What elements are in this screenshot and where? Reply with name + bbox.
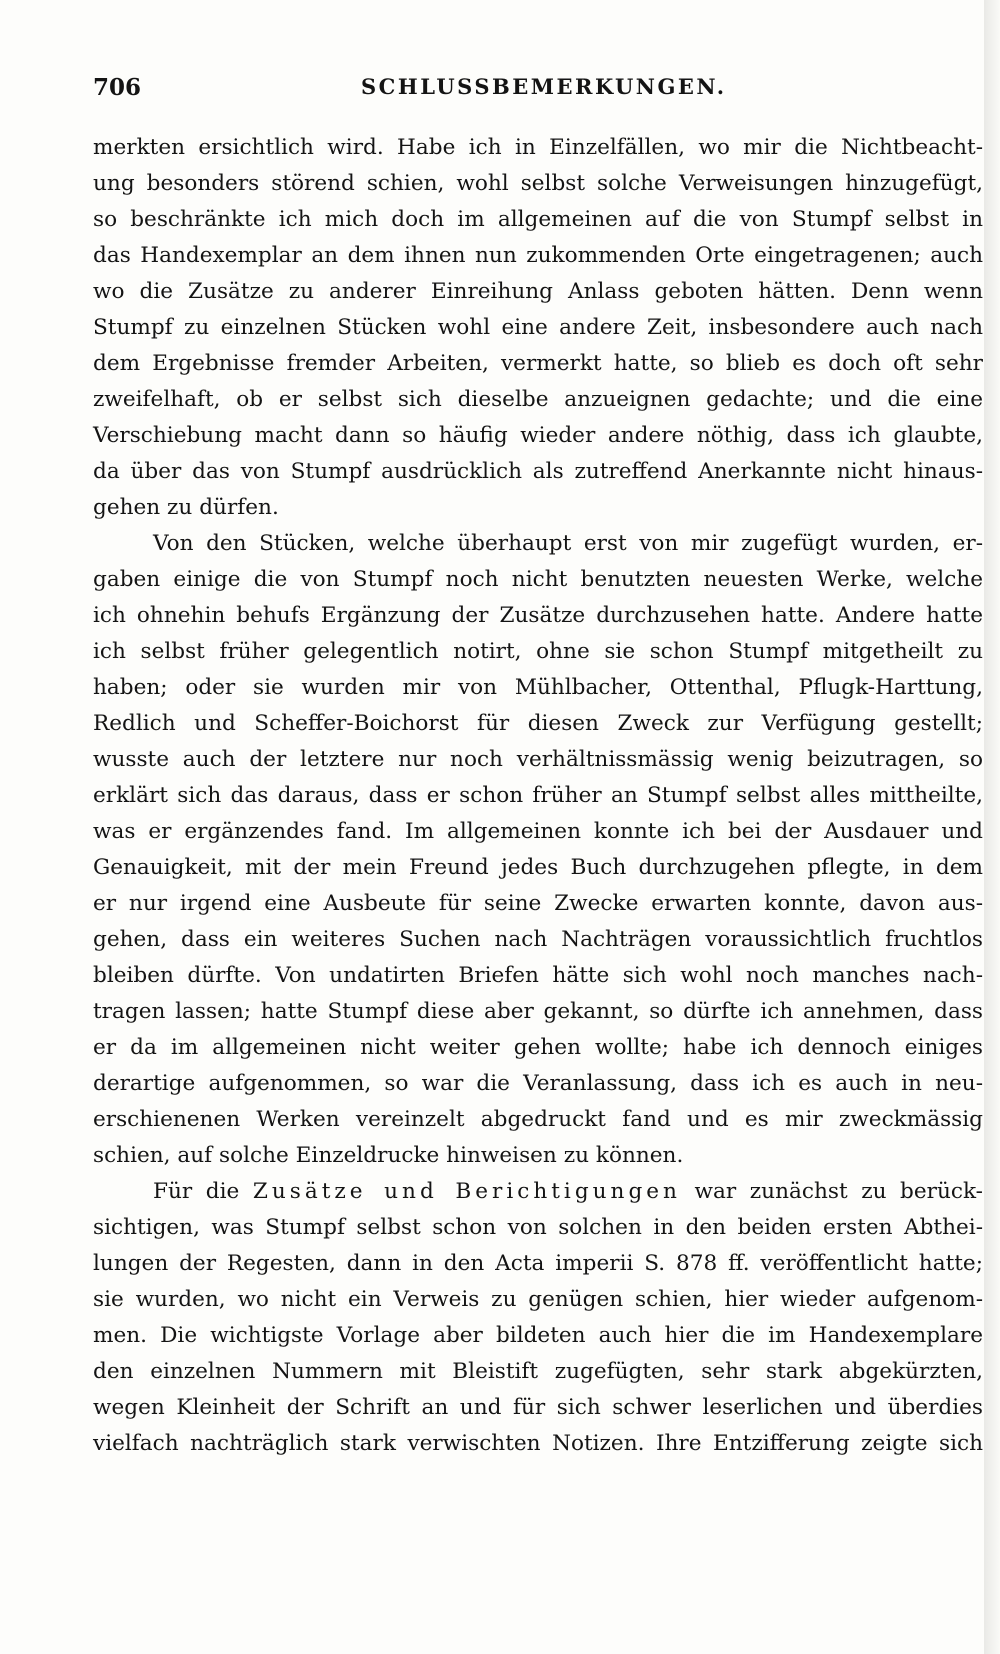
text-line: gehen, dass ein weiteres Suchen nach Nachträgen voraussichtlich fruchtlos [93, 927, 983, 952]
page-header [93, 74, 983, 114]
text-line: den einzelnen Nummern mit Bleistift zugefügten, sehr stark abgekürzten, [93, 1359, 983, 1384]
text-line: Verschiebung macht dann so häufig wieder andere nöthig, dass ich glaubte, [93, 423, 983, 448]
spaced-emphasis: Zusätze und Berichtigungen [252, 1179, 681, 1204]
body-text [93, 130, 983, 1462]
text-line: dem Ergebnisse fremder Arbeiten, vermerkt hatte, so blieb es doch oft sehr [93, 351, 983, 376]
text-line: gehen zu dürfen. [93, 495, 279, 520]
text-line: das Handexemplar an dem ihnen nun zukommenden Orte eingetragenen; auch [93, 243, 983, 268]
text-line: ich selbst früher gelegentlich notirt, ohne sie schon Stumpf mitgetheilt zu [93, 639, 983, 664]
text-line: ung besonders störend schien, wohl selbst solche Verweisungen hinzugefügt, [93, 171, 983, 196]
text-fragment: Für die [153, 1179, 253, 1204]
text-line: zweifelhaft, ob er selbst sich dieselbe anzueignen gedachte; und die eine [93, 387, 983, 412]
text-line: da über das von Stumpf ausdrücklich als zutreffend Anerkannte nicht hinaus- [93, 459, 983, 484]
text-line: erschienenen Werken vereinzelt abgedruckt fand und es mir zweckmässig [93, 1107, 983, 1132]
text-line: Redlich und Scheffer-Boichorst für diesen Zweck zur Verfügung gestellt; [93, 711, 983, 736]
text-line: vielfach nachträglich stark verwischten Notizen. Ihre Entzifferung zeigte sich [93, 1431, 983, 1456]
text-line: was er ergänzendes fand. Im allgemeinen konnte ich bei der Ausdauer und [93, 819, 983, 844]
text-line: er nur irgend eine Ausbeute für seine Zwecke erwarten konnte, davon aus- [93, 891, 983, 916]
paragraph-start-line: Von den Stücken, welche überhaupt erst von mir zugefügt wurden, er- [153, 531, 983, 556]
text-line: gaben einige die von Stumpf noch nicht benutzten neuesten Werke, welche [93, 567, 983, 592]
text-line: men. Die wichtigste Vorlage aber bildeten auch hier die im Handexemplare [93, 1323, 983, 1348]
paragraph-start-line [93, 1174, 983, 1210]
text-line: so beschränkte ich mich doch im allgemeinen auf die von Stumpf selbst in [93, 207, 983, 232]
text-line: wegen Kleinheit der Schrift an und für sich schwer leserlichen und überdies [93, 1395, 983, 1420]
text-line: sie wurden, wo nicht ein Verweis zu genügen schien, hier wieder aufgenom- [93, 1287, 983, 1312]
text-line: derartige aufgenommen, so war die Veranlassung, dass ich es auch in neu- [93, 1071, 983, 1096]
text-fragment: war zunächst zu berück- [680, 1179, 983, 1204]
text-line: sichtigen, was Stumpf selbst schon von solchen in den beiden ersten Abthei- [93, 1215, 983, 1240]
text-line: wusste auch der letztere nur noch verhältnissmässig wenig beizutragen, so [93, 747, 983, 772]
text-line: tragen lassen; hatte Stumpf diese aber gekannt, so dürfte ich annehmen, dass [93, 999, 983, 1024]
text-line: er da im allgemeinen nicht weiter gehen wollte; habe ich dennoch einiges [93, 1035, 983, 1060]
page-number: 706 [93, 74, 142, 101]
text-line: schien, auf solche Einzeldrucke hinweisen zu können. [93, 1143, 684, 1168]
text-line: bleiben dürfte. Von undatirten Briefen hätte sich wohl noch manches nach- [93, 963, 983, 988]
text-line: erklärt sich das daraus, dass er schon früher an Stumpf selbst alles mittheilte, [93, 783, 983, 808]
text-line: merkten ersichtlich wird. Habe ich in Einzelfällen, wo mir die Nichtbeacht- [93, 135, 983, 160]
text-line: ich ohnehin behufs Ergänzung der Zusätze durchzusehen hatte. Andere hatte [93, 603, 983, 628]
text-line: haben; oder sie wurden mir von Mühlbacher, Ottenthal, Pflugk-Harttung, [93, 675, 983, 700]
text-line: lungen der Regesten, dann in den Acta imperii S. 878 ff. veröffentlicht hatte; [93, 1251, 983, 1276]
page-edge-shadow [984, 0, 1000, 1654]
text-line: Genauigkeit, mit der mein Freund jedes Buch durchzugehen pflegte, in dem [93, 855, 983, 880]
text-line: wo die Zusätze zu anderer Einreihung Anlass geboten hätten. Denn wenn [93, 279, 983, 304]
text-line: Stumpf zu einzelnen Stücken wohl eine andere Zeit, insbesondere auch nach [93, 315, 983, 340]
running-head: SCHLUSSBEMERKUNGEN. [361, 74, 727, 99]
